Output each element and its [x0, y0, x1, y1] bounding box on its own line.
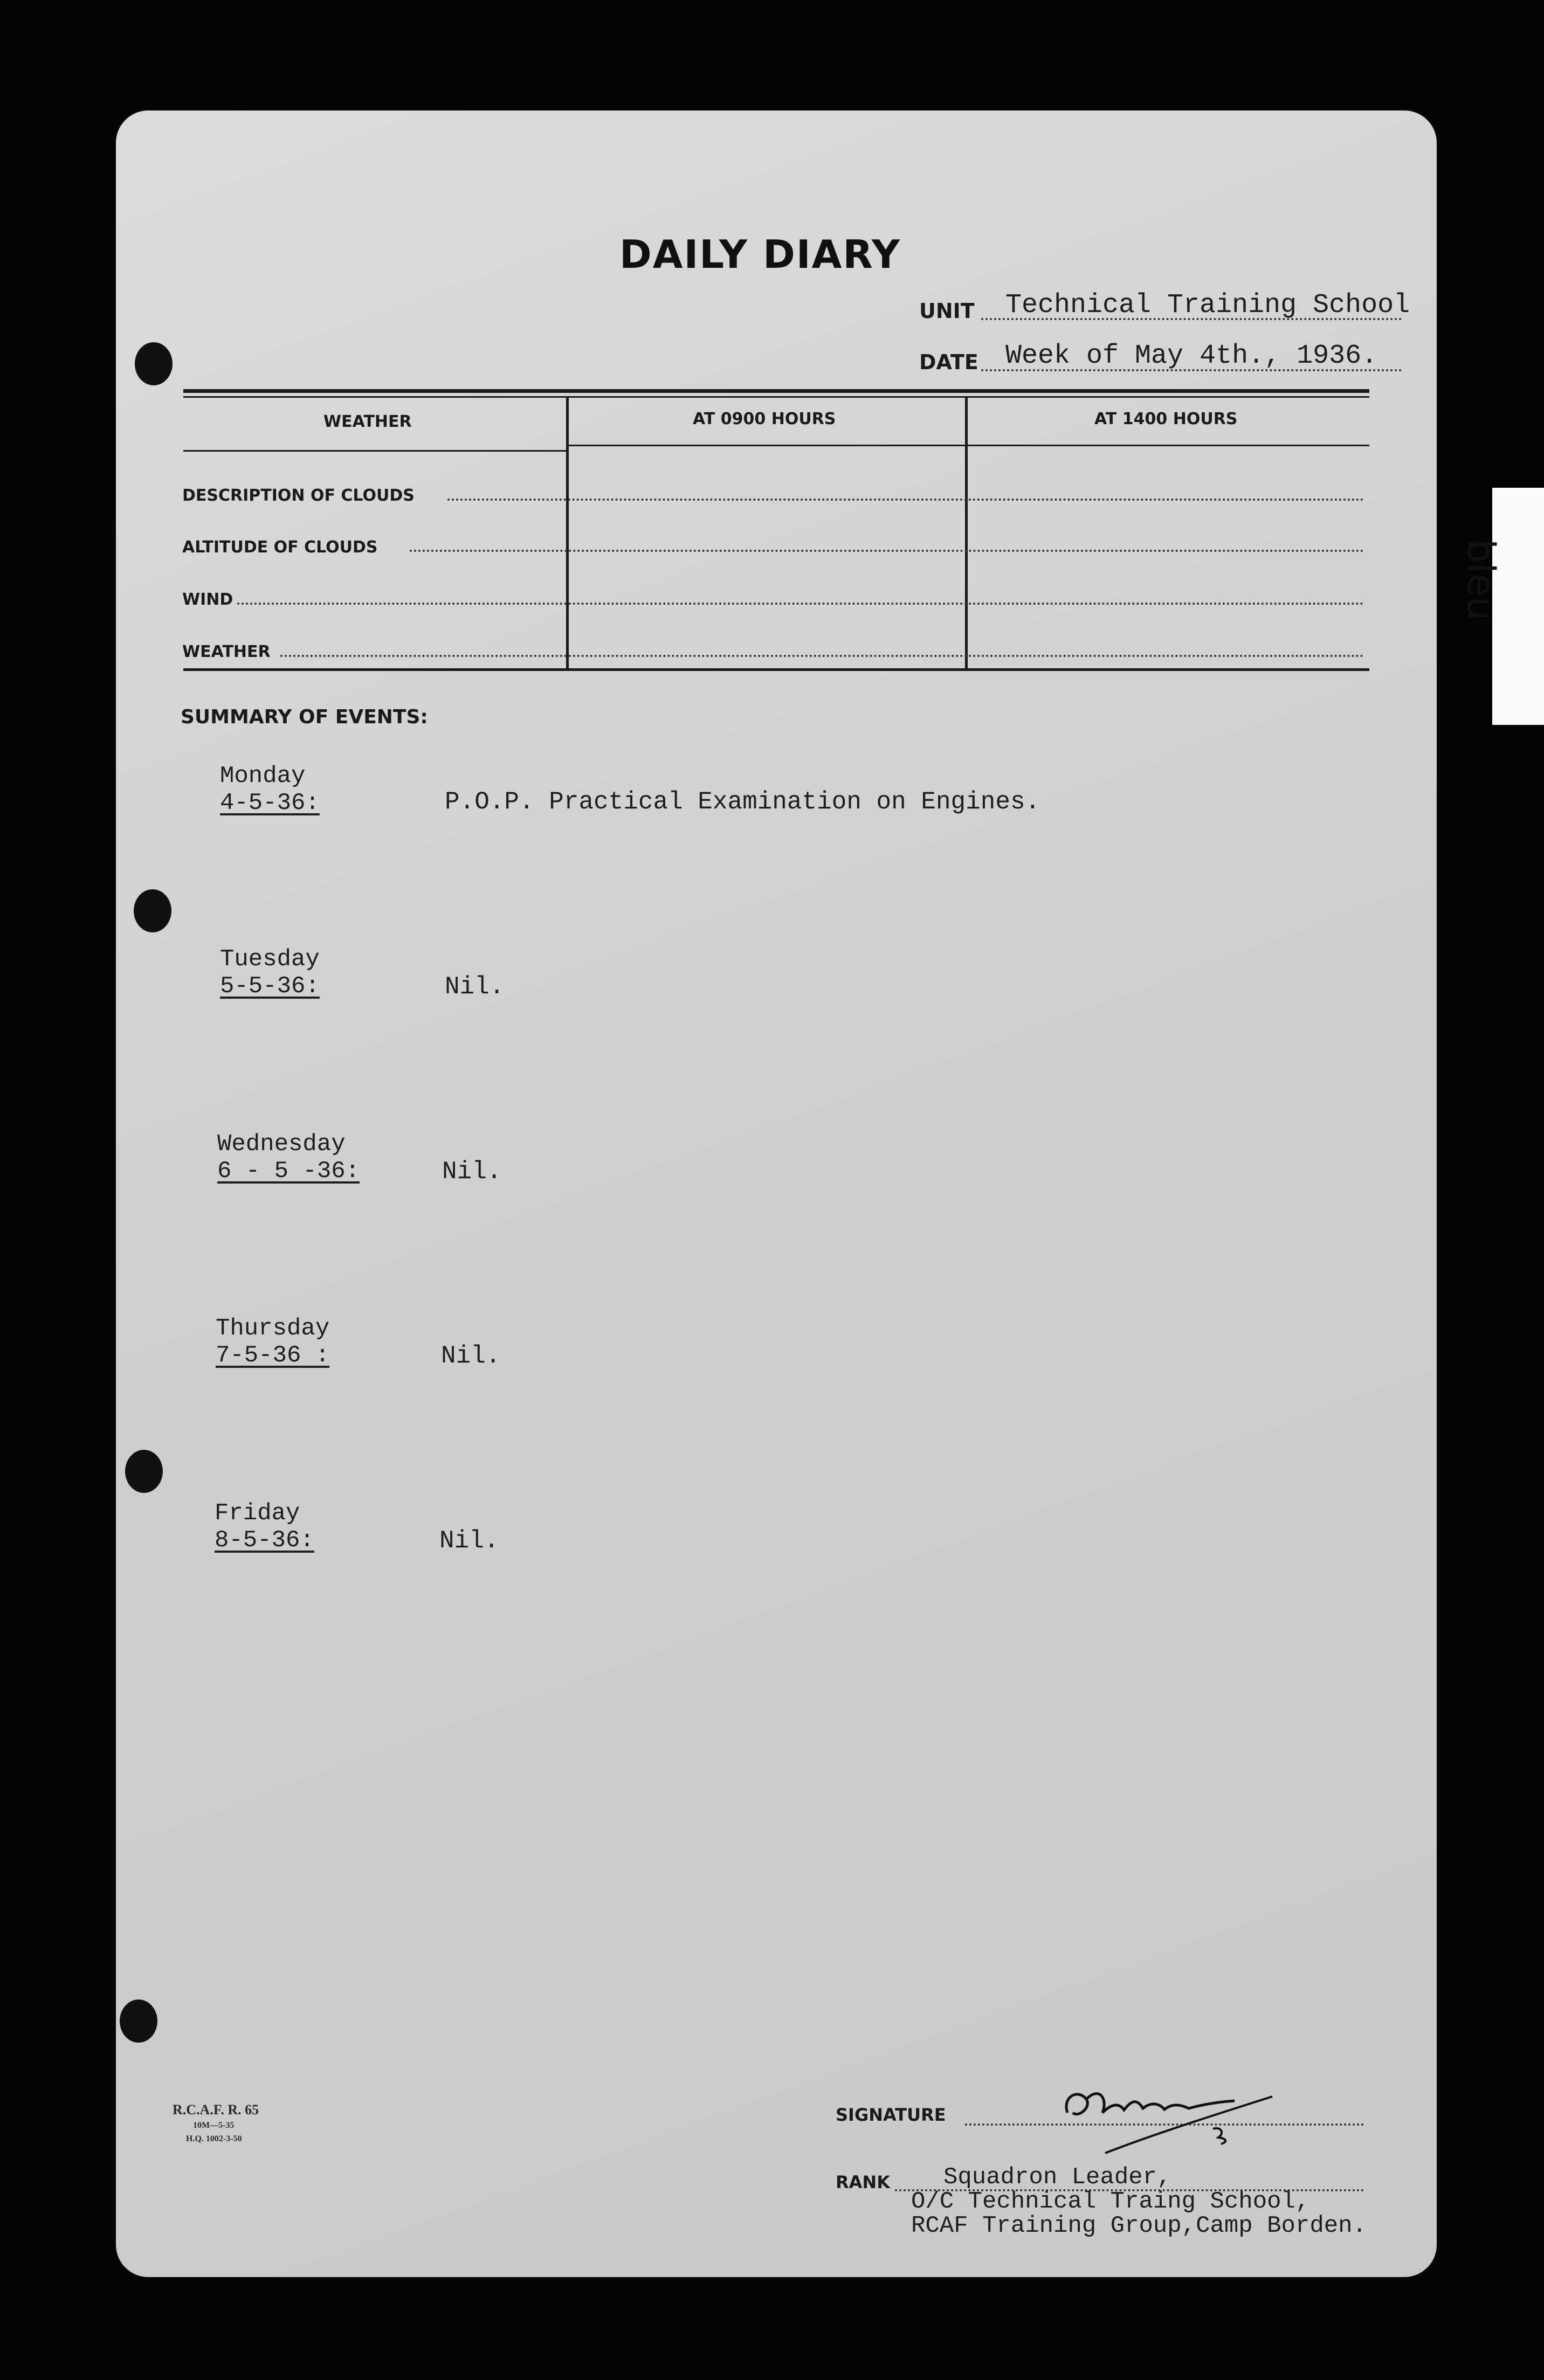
entry-day: Monday — [220, 763, 306, 790]
punch-hole-2 — [134, 889, 171, 932]
form-id-line2: 10M—5-35 — [193, 2121, 235, 2130]
entry-event: Nil. — [442, 1158, 502, 1186]
entry-day: Tuesday — [220, 946, 320, 973]
row-wind: WIND — [182, 590, 233, 609]
col-1400-header: AT 1400 HOURS — [1094, 410, 1238, 428]
form-id-line3: H.Q. 1002-3-50 — [186, 2134, 242, 2143]
row-2-dots — [410, 550, 1364, 552]
table-header-rule-left — [183, 450, 566, 452]
table-col-divider-1 — [566, 396, 569, 668]
signature-label: SIGNATURE — [836, 2105, 946, 2125]
entry-date: 7-5-36 : — [216, 1342, 330, 1369]
punch-hole-3 — [125, 1450, 163, 1493]
row-description-of-clouds: DESCRIPTION OF CLOUDS — [182, 486, 415, 505]
entry-day: Thursday — [216, 1315, 330, 1342]
entry-date: 5-5-36: — [220, 973, 320, 1000]
date-label: DATE — [919, 350, 978, 374]
entry-day: Wednesday — [217, 1131, 346, 1158]
col-weather-header: WEATHER — [323, 412, 412, 431]
unit-label: UNIT — [919, 299, 975, 323]
row-1-dots — [447, 499, 1364, 501]
entry-event: P.O.P. Practical Examination on Engines. — [445, 788, 1040, 816]
rank-line-2: O/C Technical Traing School, — [911, 2188, 1310, 2215]
punch-hole-1 — [135, 342, 173, 385]
entry-date: 4-5-36: — [220, 790, 320, 817]
row-altitude-of-clouds: ALTITUDE OF CLOUDS — [182, 538, 378, 557]
row-weather: WEATHER — [182, 642, 271, 661]
table-top-rule — [183, 389, 1369, 393]
table-header-rule — [566, 445, 1369, 446]
table-top-rule-2 — [183, 396, 1369, 398]
table-bottom-rule — [183, 668, 1369, 671]
rank-label: RANK — [836, 2172, 890, 2192]
margin-tab-text: bleu — [1459, 539, 1503, 621]
summary-heading: SUMMARY OF EVENTS: — [181, 706, 428, 728]
punch-hole-4 — [120, 2000, 157, 2043]
unit-value: Technical Training School — [1005, 290, 1410, 321]
col-0900-header: AT 0900 HOURS — [693, 410, 836, 428]
handwritten-signature — [1057, 2075, 1283, 2167]
row-4-dots — [280, 655, 1364, 657]
page-title: DAILY DIARY — [619, 232, 901, 277]
table-col-divider-2 — [965, 396, 968, 668]
date-value: Week of May 4th., 1936. — [1005, 341, 1378, 371]
row-3-dots — [237, 603, 1364, 605]
diary-sheet — [116, 110, 1437, 2277]
entry-event: Nil. — [441, 1342, 501, 1370]
rank-value: Squadron Leader, — [943, 2164, 1171, 2191]
form-id: R.C.A.F. R. 65 — [173, 2102, 259, 2118]
entry-event: Nil. — [439, 1527, 499, 1555]
entry-event: Nil. — [445, 973, 505, 1001]
entry-date: 8-5-36: — [215, 1527, 314, 1554]
entry-day: Friday — [215, 1500, 300, 1527]
entry-date: 6 - 5 -36: — [217, 1158, 360, 1185]
rank-line-3: RCAF Training Group,Camp Borden. — [911, 2212, 1367, 2239]
